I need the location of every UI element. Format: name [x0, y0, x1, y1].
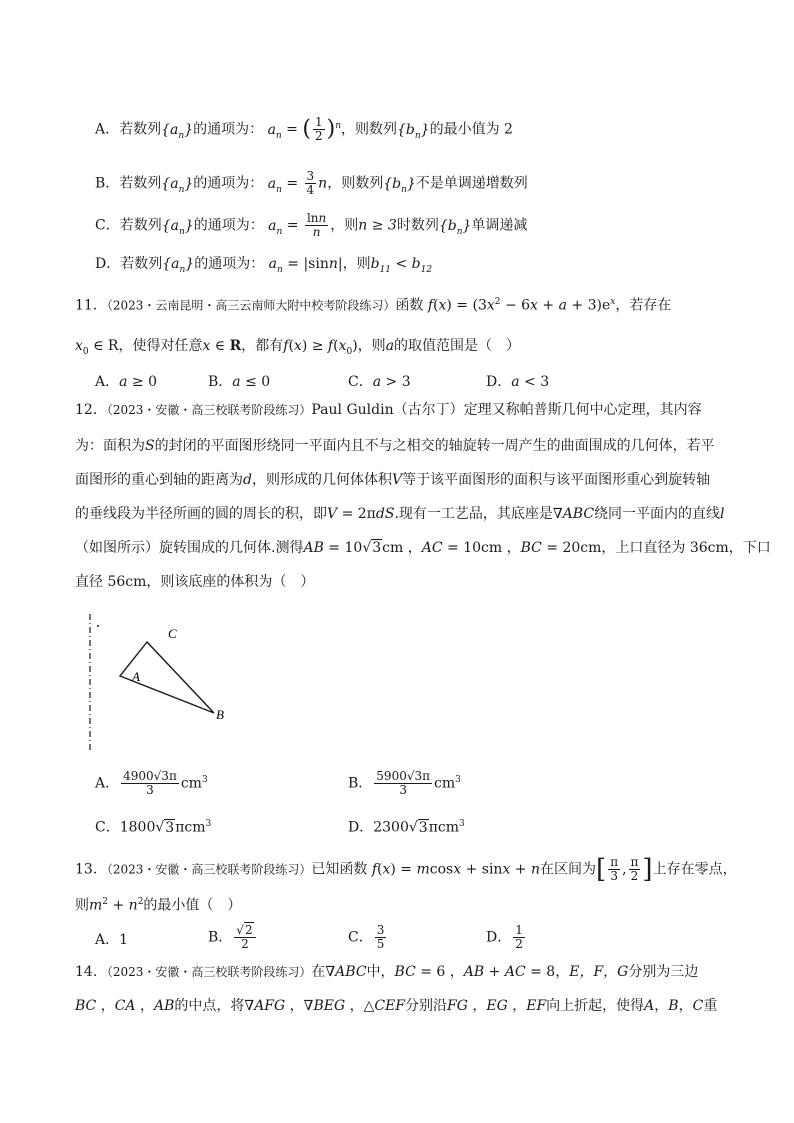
q11-stem-line1: 11．（2023・云南昆明・高三云南师大附中校考阶段练习）函数 $f(x) = (3x^2 - 6x + a + 3)e^x$，若存在 — [75, 297, 672, 314]
q12-stem-line3: 面图形的重心到轴的距离为d，则形成的几何体体积V等于该平面图形的面积与该平面图形重心到旋转轴 — [75, 472, 711, 488]
q10-option-a: A．若数列$\{a_n\}$的通项为： $a_n$ = ( $\frac{1}{2}$ )$^n$，则数列$\{b_n\}$的最小值为 2 — [95, 115, 513, 144]
q12-stem-line5: （如图所示）旋转围成的几何体.测得AB = 10√3cm ，AC = 10cm ，BC = 20cm，上口直径为 36cm，下口 — [75, 540, 771, 556]
q12-option-d: D．2300√3πcm$^3$ — [348, 819, 465, 836]
q12-stem-line2: 为：面积为S的封闭的平面图形绕同一平面内且不与之相交的轴旋转一周产生的曲面围成的几何体，若平 — [75, 438, 715, 454]
q12-stem-line1: 12．（2023・安徽・高三校联考阶段练习）Paul Guldin（古尔丁）定理又称帕普斯几何中心定理，其内容 — [75, 402, 702, 418]
q11-option-c: C．a > 3 — [348, 374, 411, 390]
vertex-label-b: B — [216, 707, 224, 722]
q12-option-c: C．1800√3πcm$^3$ — [95, 819, 212, 836]
q11-option-d: D．a < 3 — [486, 374, 550, 390]
q13-stem-line1: 13．（2023・安徽・高三校联考阶段练习）已知函数 f(x) = mcosx + sinx + n在区间为[ $\frac{\pi}{3}$ , $\frac{\pi}{2}$ ]上存在零点， — [75, 854, 737, 885]
q14-stem-line1: 14．（2023・安徽・高三校联考阶段练习）在∇ABC中，BC = 6 ，AB + AC = 8，E，F，G分别为三边 — [75, 964, 699, 980]
q13-stem-line2: 则$m^2 + n^2$的最小值（ ） — [75, 897, 242, 914]
q12-option-a: A． $\frac{4900√3\pi}{3}$ $cm^3$ — [95, 769, 208, 798]
vertex-label-a: A — [132, 669, 140, 684]
q13-option-a: A．1 — [95, 932, 129, 948]
q13-option-d: D． $\frac{1}{2}$ — [486, 923, 523, 951]
q13-option-b: B． $\frac{√2}{2}$ — [208, 924, 258, 951]
axis-label-dot — [97, 625, 99, 627]
triangle-figure — [82, 612, 242, 752]
q10-option-b: B．若数列$\{a_n\}$的通项为： $a_n$ = $\frac{3}{4}$ n，则数列$\{b_n\}$不是单调递增数列 — [95, 169, 528, 197]
q12-option-b: B． $\frac{5900√3\pi}{3}$ $cm^3$ — [348, 769, 461, 798]
q10-option-d: D．若数列$\{a_n\}$的通项为： $a_n = |\sin n|$，则$b_{11} < b_{12}$ — [95, 256, 433, 275]
q12-stem-line6: 直径 56cm，则该底座的体积为（ ） — [75, 574, 315, 590]
option-text: A．若数列 — [95, 121, 162, 138]
q14-stem-line2: BC ，CA ，AB的中点，将∇AFG ，∇BEG ，△CEF分别沿FG ，EG ，EF向上折起，使得A，B，C重 — [75, 998, 718, 1014]
q13-option-c: C． $\frac{3}{5}$ — [348, 923, 385, 951]
q11-option-a: A．a ≥ 0 — [95, 374, 158, 390]
vertex-label-c: C — [168, 626, 177, 641]
q11-option-b: B．a ≤ 0 — [208, 374, 271, 390]
q11-stem-line2: $x_0$ ∈ R，使得对任意x ∈ R，都有$f(x) \ge f(x_0)$，则a的取值范围是（ ） — [75, 338, 521, 357]
q12-stem-line4: 的垂线段为半径所画的圆的周长的积，即V = 2πdS.现有一工艺品，其底座是∇ABC绕同一平面内的直线l — [75, 506, 725, 522]
q10-option-c: C．若数列$\{a_n\}$的通项为： $a_n$ = $\frac{\ln n}{n}$ ，则n ≥ 3时数列$\{b_n\}$单调递减 — [95, 211, 528, 239]
